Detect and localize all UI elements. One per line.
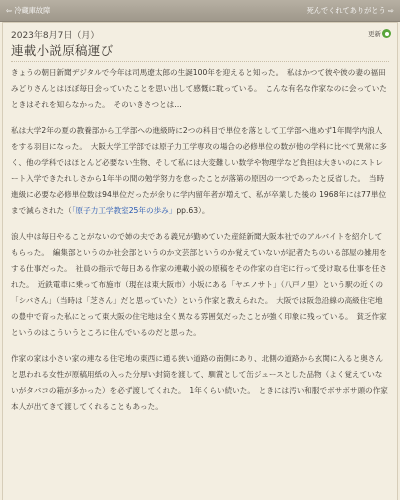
next-post-label: 死んでくれてありがとう bbox=[306, 6, 386, 15]
post-body bbox=[11, 65, 389, 425]
previous-post-label: 冷蔵庫故障 bbox=[14, 6, 51, 15]
refresh-icon bbox=[382, 29, 391, 38]
paragraph-3: 浪人中は毎日やることがないので姉の夫である義兄が勤めていた産経新聞大阪本社でのアルバイトを紹介してもらった。 編集部というのか社会部というのか文芸部というのか覚えていないが記者たちのいる部屋の雑用をする仕事だった。 社員の指示で毎日ある作家の連載小説の原稿をその作家の自宅に行って受け取る仕事を任された。 近鉄電車に乗って布施市（現在は東大阪市）小坂にある「ヤエノサト」（八戸ノ里）という駅の近くの「シバさん」（当時は「芝さん」だと思っていた）という作家と教えられた。 大阪では阪急沿線の高級住宅地の豊中で育った私にとって東大阪の住宅地は全く異なる雰囲気だったことが強く印象に残っている。 貧乏作家というのはこういうところに住んでいるのだと思った。 bbox=[11, 232, 387, 337]
paragraph-1: きょうの朝日新聞デジタルで今年は司馬遼太郎の生誕100年を迎えると知った。 私はかつて彼や彼の妻の福田みどりさんとはほぼ毎日会っていたことを思い出して感慨に耽っている。 こんな有名な作家なのに会っていたときはそれを知らなかった。 そのいきさつとは… bbox=[11, 68, 387, 109]
title-divider bbox=[11, 61, 389, 62]
paragraph-4: 作家の家は小さい家の連なる住宅地の東西に通る狭い道路の南側にあり、北側の道路から玄関に入ると奥さんと思われる女性が原稿用紙の入った分厚い封筒を渡して、馴賞として缶ジュースとした品物（よく覚えていないがタバコの箱が多かった）を必ず渡してくれた。 1年くらい続いた。 ときには汚い和服でボサボサ頭の作家本人が出てきて渡してくれることもあった。 bbox=[11, 354, 388, 411]
previous-post-link[interactable] bbox=[6, 0, 50, 22]
post-title[interactable]: 連載小説原稿運び bbox=[11, 43, 114, 58]
update-button[interactable] bbox=[368, 29, 391, 38]
arrow-right-icon: ⇨ bbox=[387, 6, 394, 15]
post-date: 2023年8月7日（月） bbox=[11, 31, 100, 41]
next-post-link[interactable] bbox=[307, 0, 394, 22]
top-navigation-bar bbox=[0, 0, 400, 22]
paragraph-2 bbox=[11, 123, 389, 219]
update-label: 更新 bbox=[368, 30, 381, 38]
arrow-left-icon: ⇦ bbox=[6, 6, 13, 15]
book-reference-link[interactable]: 「原子力工学教室25年の歩み」 bbox=[71, 206, 177, 215]
paragraph-2-citation: pp.63）。 bbox=[176, 206, 210, 215]
post-container bbox=[2, 22, 398, 500]
paragraph-2-text: 私は大学2年の夏の教養部から工学部への進級時に2つの科目で単位を落として工学部へ進めず1年間学内浪人をする羽目になった。 大阪大学工学部では原子力工学専攻の場合の必修単位の数が他の学科に比べて異常に多く、他の学科ではほとんど必要ない生物、そして私には大変難しい数学や物理学など負担は大きいのにストレート入学できたれしさから1年半の間の勉学努力を怠ったことが落第の原因の一つであったと反省した。 当時進級に必要な必修単位数は94単位だったが余りに学内留年者が増えて、私が卒業した後の 1968年には77単位まで減らされた（ bbox=[11, 126, 387, 215]
